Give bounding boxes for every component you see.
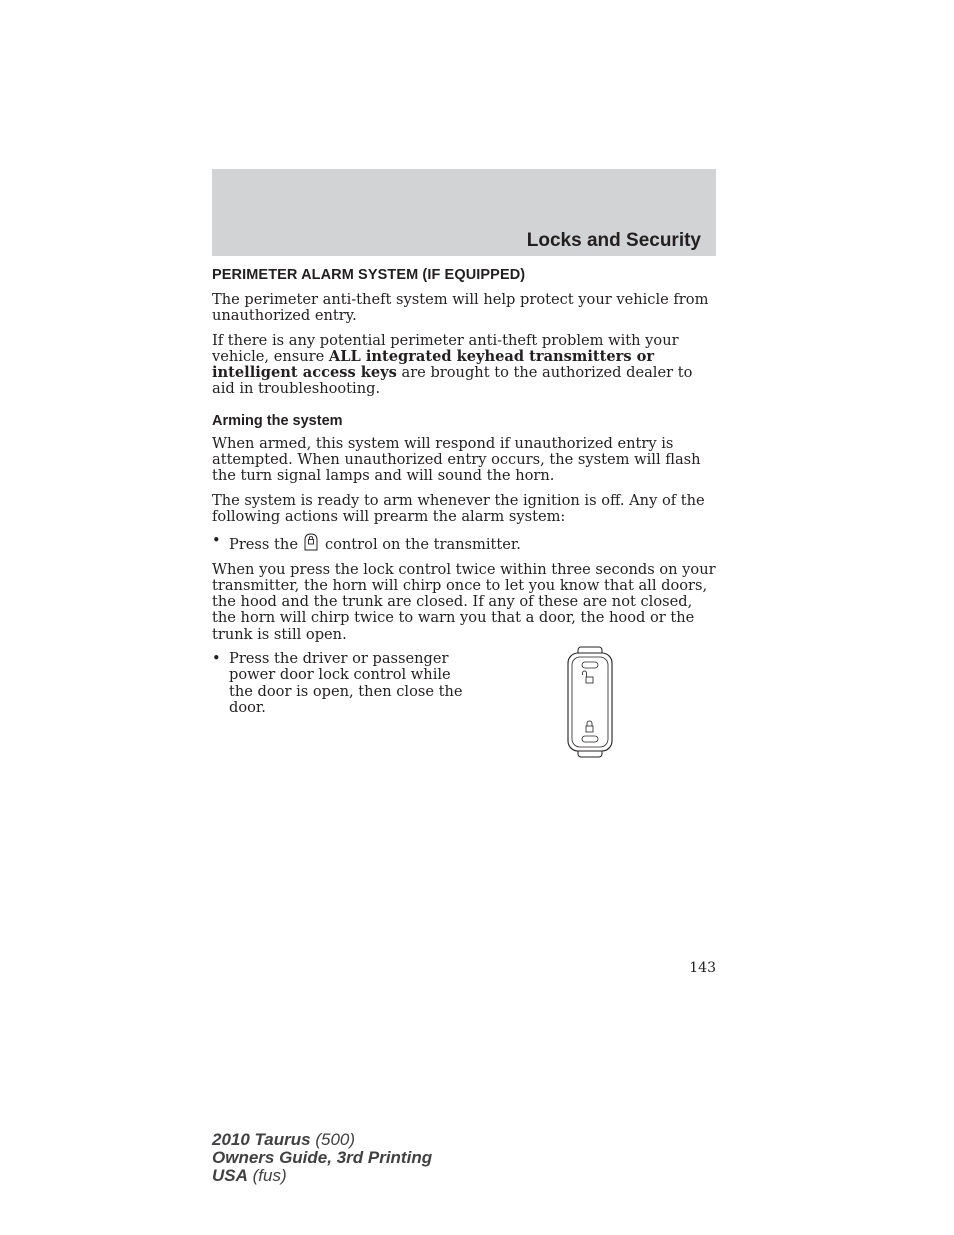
troubleshooting-text-start: If there is any potential perimeter anti-theft problem with your vehicle, ensure: [212, 331, 679, 365]
arming-paragraph-3: When you press the lock control twice within three seconds on your transmitter, the horn will chirp once to let you know that all doors, the hood and the trunk are closed. If any of these are not closed, the horn will chirp twice to warn you that a door, the hood or the trunk is still open.: [212, 560, 716, 643]
troubleshooting-paragraph: [212, 333, 716, 398]
document-footer: [212, 1131, 432, 1185]
footer-market-code: (fus): [252, 1166, 287, 1185]
footer-model-line: [212, 1131, 432, 1149]
footer-market-line: [212, 1167, 432, 1185]
bullet-dot: •: [212, 532, 221, 550]
section-header-title: Locks and Security: [526, 230, 701, 251]
footer-guide-line: [212, 1149, 432, 1167]
bullet-press-lock: [212, 533, 716, 553]
arming-paragraph-1: When armed, this system will respond if unauthorized entry is attempted. When unauthorized entry occurs, the system will flash the turn signal lamps and will sound the horn.: [212, 434, 701, 485]
page-content: [212, 266, 716, 771]
bullet-1-text-start: Press the: [229, 536, 298, 554]
troubleshooting-text-end: are brought to the authorized dealer to aid in troubleshooting.: [212, 364, 693, 398]
intro-paragraph: The perimeter anti-theft system will help protect your vehicle from unauthorized entry.: [212, 291, 709, 325]
troubleshooting-emphasis: ALL integrated keyhead transmitters or intelligent access keys: [212, 347, 655, 382]
door-lock-switch-illustration: [564, 646, 614, 758]
bullet-door-lock-row: [212, 651, 716, 771]
footer-model: 2010 Taurus: [212, 1130, 311, 1149]
footer-model-code: (500): [315, 1130, 356, 1149]
bullet-1-text-end: control on the transmitter.: [324, 536, 521, 554]
bullet-door-lock: [212, 651, 469, 716]
lock-icon: [302, 533, 320, 551]
section-heading: PERIMETER ALARM SYSTEM (IF EQUIPPED): [212, 267, 526, 283]
footer-guide: Owners Guide, 3rd Printing: [212, 1148, 433, 1167]
arming-paragraph-2: The system is ready to arm whenever the ignition is off. Any of the following actions will prearm the alarm system:: [212, 491, 705, 525]
footer-market: USA: [212, 1166, 248, 1185]
bullet-2-text: Press the driver or passenger power door lock control while the door is open, then close the door.: [229, 650, 463, 716]
section-header-band: [212, 169, 716, 256]
arming-heading: Arming the system: [212, 412, 343, 429]
page-number: 143: [689, 960, 716, 976]
bullet-dot: •: [212, 650, 221, 668]
